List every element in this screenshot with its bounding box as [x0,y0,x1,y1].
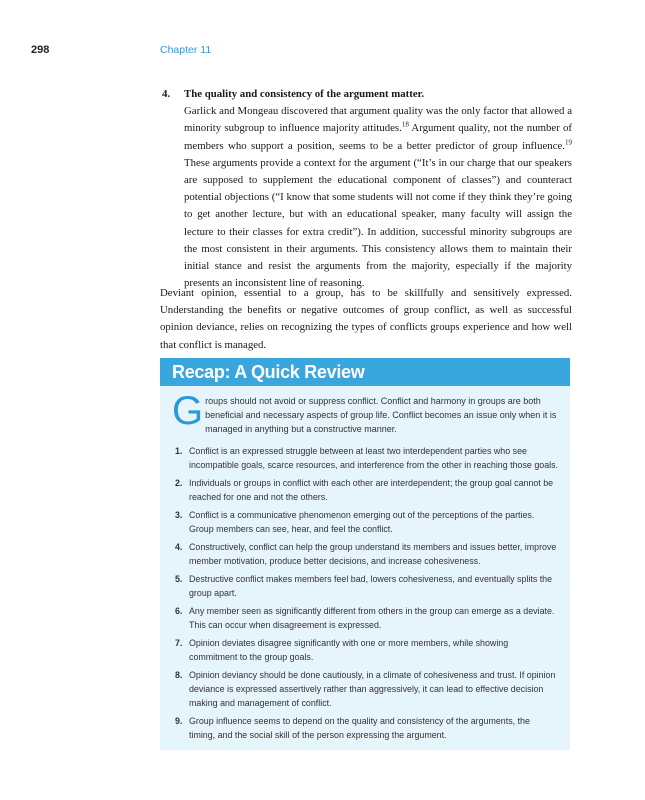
recap-box [160,358,570,750]
recap-item-4 [172,540,558,568]
recap-item-text: Group influence seems to depend on the quality and consistency of the arguments, the timing, and the social skill of the person expressing the argument. [189,716,530,740]
numbered-point-4 [162,86,572,292]
recap-item-number: 4. [175,542,183,552]
recap-item-number: 5. [175,574,183,584]
recap-intro [172,389,558,436]
recap-item-text: Any member seen as significantly different from others in the group can emerge as a deviate. This can occur when disagreement is expressed. [189,606,555,630]
recap-item-text: Conflict is an expressed struggle between at least two interdependent parties who see incompatible goals, scarce resources, and interference from the other in reaching those goals. [189,446,559,470]
recap-item-2 [172,476,558,504]
recap-item-number: 8. [175,670,183,680]
point-body-part-3: These arguments provide a context for the argument (“It’s in our charge that our speakers are supposed to supplement the educational component of classes”) and counteract potential objections (“I know that some students will not come if they think they’re going to get another lecture, but with an educational speaker, many faculty will assign the lecture to their classes for extra credit”). In addition, successful minority subgroups are the most consistent in their arguments. This consistency allows them to maintain their initial stance and resist the arguments from the majority, especially if the majority presents an inconsistent line of reasoning. [184,156,572,290]
recap-item-number: 3. [175,510,183,520]
point-body [162,103,572,292]
recap-header [160,358,570,386]
recap-item-text: Opinion deviancy should be done cautiously, in a climate of cohesiveness and trust. If opinion deviance is expressed assertively rather than aggressively, it can lead to effective decision making and management of conflict. [189,670,556,708]
point-body-part-2: Argument quality, not the number of members who support a position, seems to be a better predictor of group influence. [184,122,572,152]
drop-cap: G [172,389,204,433]
recap-item-7 [172,636,558,664]
recap-item-1 [172,444,558,472]
footnote-ref-19: 19 [565,138,572,147]
recap-title: Recap: A Quick Review [172,362,365,382]
recap-item-5 [172,572,558,600]
recap-item-number: 7. [175,638,183,648]
chapter-title: Chapter 11 [160,44,212,56]
page-number: 298 [31,44,50,56]
point-number: 4. [162,88,171,100]
recap-intro-text: roups should not avoid or suppress conflict. Conflict and harmony in groups are both beneficial and necessary aspects of group life. Conflict becomes an issue only when it is managed in anything but a constructive manner. [205,396,557,434]
point-body-part-1: Garlick and Mongeau discovered that argument quality was the only factor that allowed a minority subgroup to influence majority attitudes. [184,105,572,135]
recap-item-number: 1. [175,446,183,456]
footnote-ref-18: 18 [401,120,409,129]
body-paragraph: Deviant opinion, essential to a group, has to be skillfully and sensitively expressed. Understanding the benefits or negative outcomes of group conflict, as well as successful opinion deviance, relies on recognizing the types of conflicts groups experience and how well that conflict is managed. [160,287,572,351]
recap-item-number: 9. [175,716,183,726]
recap-item-text: Opinion deviates disagree significantly with one or more members, while showing commitment to the group goals. [189,638,509,662]
recap-item-text: Conflict is a communicative phenomenon emerging out of the perceptions of the parties. Group members can see, hear, and feel the conflict. [189,510,535,534]
recap-item-3 [172,508,558,536]
recap-item-number: 6. [175,606,183,616]
recap-item-text: Individuals or groups in conflict with each other are interdependent; the group goal cannot be reached for one and not the others. [189,478,554,502]
point-heading [162,86,572,103]
recap-item-6 [172,604,558,632]
recap-item-text: Constructively, conflict can help the group understand its members and issues better, improve member motivation, produce better decisions, and increase cohesiveness. [189,542,557,566]
recap-list [172,444,558,742]
recap-item-text: Destructive conflict makes members feel bad, lowers cohesiveness, and eventually splits the group apart. [189,574,553,598]
recap-item-8 [172,668,558,710]
point-heading-text: The quality and consistency of the argument matter. [184,88,425,100]
recap-item-9 [172,714,558,742]
recap-item-number: 2. [175,478,183,488]
